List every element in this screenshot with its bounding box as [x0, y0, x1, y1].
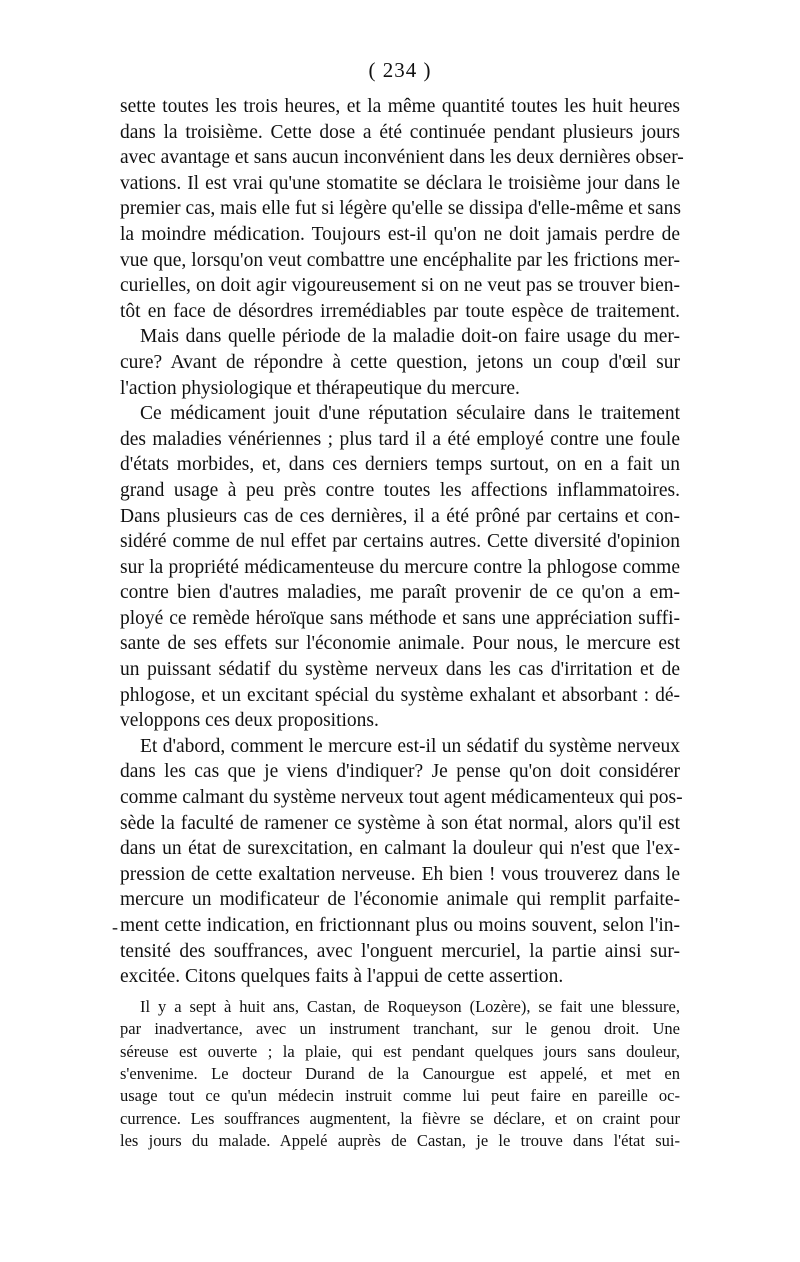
text-line: grand usage à peu près contre toutes les affections inflammatoires. [120, 479, 680, 501]
text-line: Dans plusieurs cas de ces dernières, il a été prôné par certains et con- [120, 505, 680, 527]
text-line: vue que, lorsqu'on veut combattre une encéphalite par les frictions mer- [120, 249, 680, 271]
text-line: ployé ce remède héroïque sans méthode et sans une appréciation suffi- [120, 607, 680, 629]
text-line: vations. Il est vrai qu'une stomatite se déclara le troisième jour dans le [120, 172, 680, 194]
text-line: contre bien d'autres maladies, me paraît provenir de ce qu'on a em- [120, 582, 680, 604]
text-line: sidéré comme de nul effet par certains autres. Cette diversité d'opinion [120, 531, 680, 553]
text-line: par inadvertance, avec un instrument tranchant, sur le genou droit. Une [120, 1019, 680, 1039]
text-line: un puissant sédatif du système nerveux dans les cas d'irritation et de [120, 659, 680, 681]
text-line: s'envenime. Le docteur Durand de la Canourgue est appelé, et met en [120, 1063, 680, 1083]
text-line: pression de cette exaltation nerveuse. Eh bien ! vous trouverez dans le [120, 863, 680, 885]
text-line: excitée. Citons quelques faits à l'appui de cette assertion. [120, 966, 564, 988]
text-line: dans la troisième. Cette dose a été continuée pendant plusieurs jours [120, 121, 680, 143]
paragraph-2 [120, 324, 680, 401]
text-line: sède la faculté de ramener ce système à son état normal, alors qu'il est [120, 812, 680, 834]
text-line: sante de ses effets sur l'économie animale. Pour nous, le mercure est [120, 633, 680, 655]
margin-mark: - [112, 917, 118, 937]
text-line: phlogose, et un excitant spécial du système exhalant et absorbant : dé- [120, 684, 680, 706]
text-line: usage tout ce qu'un médecin instruit comme lui peut faire en pareille oc- [120, 1086, 680, 1106]
text-line: tensité des souffrances, avec l'onguent mercuriel, la partie ainsi sur- [120, 940, 680, 962]
text-line: premier cas, mais elle fut si légère qu'elle se dissipa d'elle-même et sans [120, 198, 681, 220]
text-line: currence. Les souffrances augmentent, la fièvre se déclare, et on craint pour [120, 1108, 680, 1128]
text-line: Mais dans quelle période de la maladie doit-on faire usage du mer- [140, 326, 680, 348]
text-line: dans les cas que je viens d'indiquer? Je pense qu'on doit considérer [120, 761, 680, 783]
text-line: curielles, on doit agir vigoureusement si on ne veut pas se trouver bien- [120, 275, 680, 297]
text-line: tôt en face de désordres irremédiables par toute espèce de traitement. [120, 300, 680, 322]
text-line: Ce médicament jouit d'une réputation séculaire dans le traitement [140, 403, 680, 425]
page-number: ( 234 ) [368, 58, 432, 82]
text-line: des maladies vénériennes ; plus tard il a été employé contre une foule [120, 428, 680, 450]
text-line: d'états morbides, et, dans ces derniers temps surtout, on en a fait un [120, 454, 680, 476]
paragraph-3 [120, 401, 680, 734]
text-line: avec avantage et sans aucun inconvénient dans les deux dernières obser- [120, 147, 684, 169]
text-line: veloppons ces deux propositions. [120, 710, 379, 732]
paragraph-1 [120, 94, 684, 324]
text-line: sur la propriété médicamenteuse du mercure contre la phlogose comme [120, 556, 680, 578]
body-text [120, 94, 684, 1153]
text-line: Il y a sept à huit ans, Castan, de Roqueyson (Lozère), se fait une blessure, [140, 996, 680, 1016]
text-line: mercure un modificateur de l'économie animale qui remplit parfaite- [120, 889, 680, 911]
text-line: comme calmant du système nerveux tout agent médicamenteux qui pos- [120, 787, 683, 809]
text-line: l'action physiologique et thérapeutique du mercure. [120, 377, 520, 399]
text-line: dans un état de surexcitation, en calmant la douleur qui n'est que l'ex- [120, 838, 680, 860]
text-line: séreuse est ouverte ; la plaie, qui est pendant quelques jours sans douleur, [120, 1041, 680, 1061]
text-line: ment cette indication, en frictionnant plus ou moins souvent, selon l'in- [120, 915, 680, 936]
text-line: cure? Avant de répondre à cette question, jetons un coup d'œil sur [120, 351, 680, 373]
case-note [120, 996, 680, 1153]
paragraph-4 [120, 734, 683, 990]
text-line: les jours du malade. Appelé auprès de Castan, je le trouve dans l'état sui- [120, 1131, 680, 1151]
text-line: sette toutes les trois heures, et la même quantité toutes les huit heures [120, 96, 680, 117]
text-line: Et d'abord, comment le mercure est-il un sédatif du système nerveux [140, 735, 680, 757]
text-line: la moindre médication. Toujours est-il qu'on ne doit jamais perdre de [120, 223, 680, 245]
